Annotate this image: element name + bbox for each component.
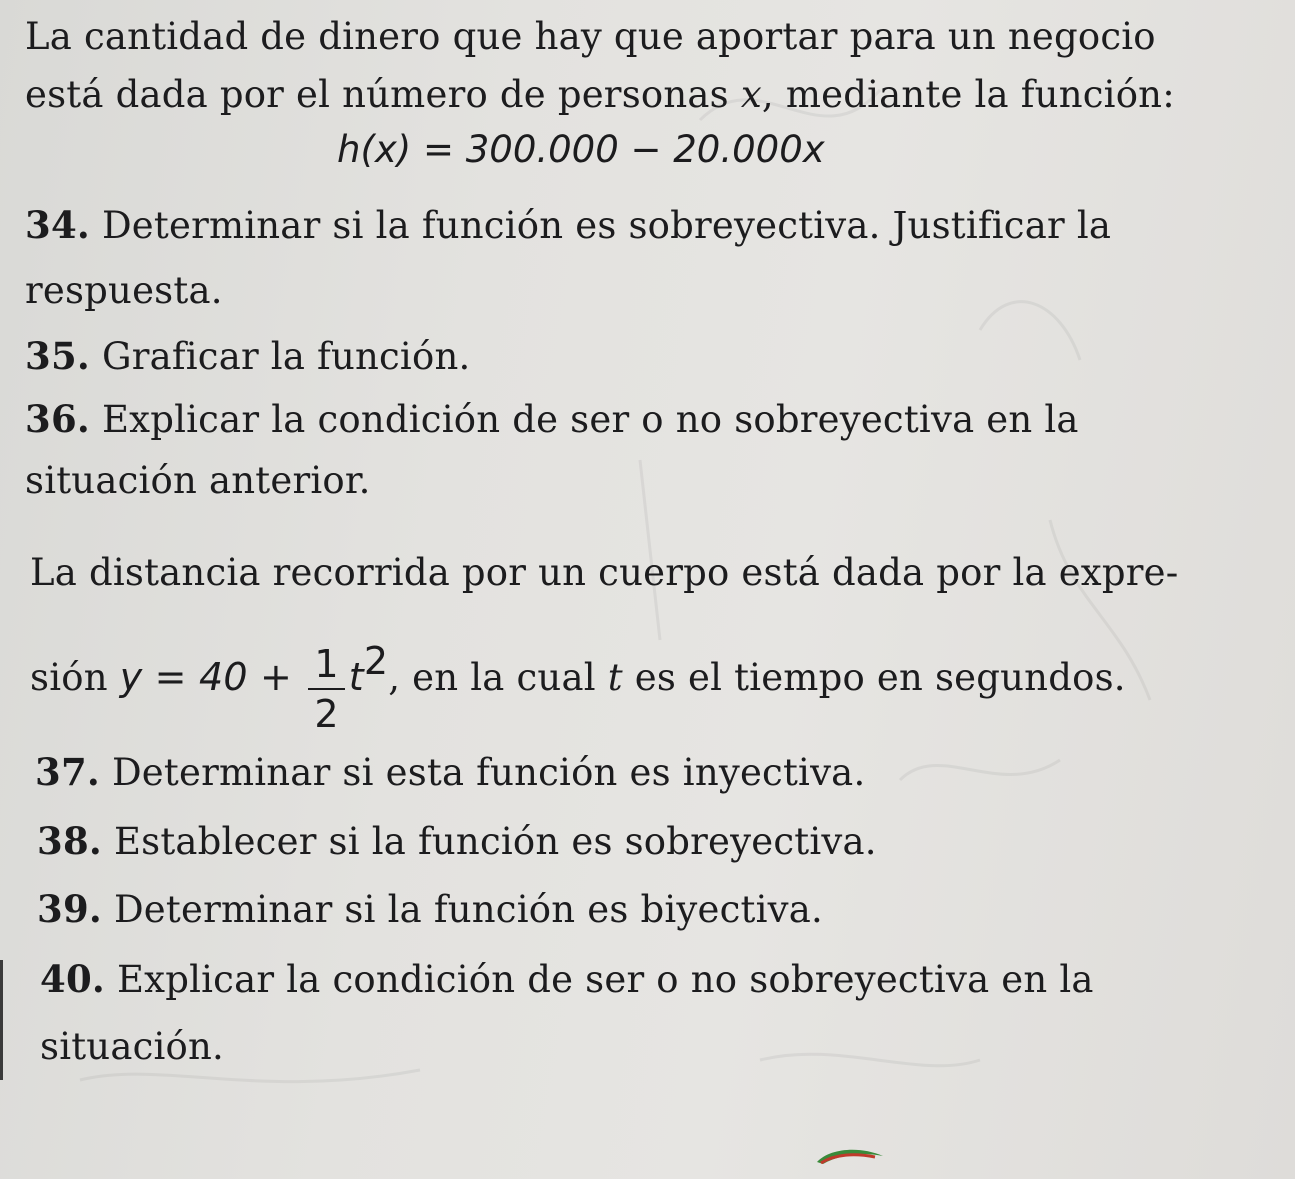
question-34-line1 xyxy=(25,196,1111,255)
intro1-line1: La cantidad de dinero que hay que aportar para un negocio xyxy=(25,15,1156,58)
formula-h: h(x) = 300.000 − 20.000x xyxy=(337,128,825,171)
fraction-denominator: 2 xyxy=(314,691,339,736)
fraction-numerator: 1 xyxy=(308,644,344,690)
intro2-line2 xyxy=(30,632,1126,736)
page-edge-shadow xyxy=(0,960,3,1080)
question-38-text: Establecer si la función es sobreyectiva. xyxy=(101,820,877,863)
formula-exponent: 2 xyxy=(363,639,389,683)
formula-t: t xyxy=(348,655,364,699)
question-39-text: Determinar si la función es biyectiva. xyxy=(101,888,823,931)
question-40-line2: situación. xyxy=(40,1025,225,1068)
question-36-line1 xyxy=(25,390,1079,449)
question-36-number: 36. xyxy=(25,397,90,441)
question-37-text: Determinar si esta función es inyectiva. xyxy=(99,751,866,794)
intro2-line2-c: es el tiempo en segundos. xyxy=(622,656,1126,699)
formula-fraction xyxy=(308,641,344,736)
question-39 xyxy=(37,880,823,939)
formula-y-lhs: y = 40 + xyxy=(119,655,305,699)
intro1-line2-a: está dada por el número de personas xyxy=(25,73,741,116)
intro1-line2 xyxy=(25,66,1175,124)
question-35-text: Graficar la función. xyxy=(89,335,471,378)
question-37-number: 37. xyxy=(35,750,100,794)
question-35 xyxy=(25,327,470,386)
question-40-text: Explicar la condición de ser o no sobreyectiva en la xyxy=(104,958,1094,1001)
intro1-line2-var: x xyxy=(740,73,762,116)
question-38 xyxy=(37,812,877,871)
question-35-number: 35. xyxy=(25,334,90,378)
question-38-number: 38. xyxy=(37,819,102,863)
question-36-text: Explicar la condición de ser o no sobreyectiva en la xyxy=(89,398,1079,441)
intro2-line2-var: t xyxy=(607,656,623,699)
decorative-swoosh-icon xyxy=(815,1146,885,1164)
intro2-line1: La distancia recorrida por un cuerpo está dada por la expre- xyxy=(30,551,1179,594)
intro2-line2-a: sión xyxy=(30,656,120,699)
function-h-formula xyxy=(337,128,825,171)
question-36-line2: situación anterior. xyxy=(25,459,371,502)
question-34-text: Determinar si la función es sobreyectiva. Justificar la xyxy=(89,204,1112,247)
question-37 xyxy=(35,743,865,802)
question-40-line1 xyxy=(40,950,1094,1009)
intro1-line2-b: , mediante la función: xyxy=(761,73,1175,116)
question-39-number: 39. xyxy=(37,887,102,931)
question-34-number: 34. xyxy=(25,203,90,247)
question-40-number: 40. xyxy=(40,957,105,1001)
question-34-line2: respuesta. xyxy=(25,269,223,312)
intro2-line2-b: , en la cual xyxy=(388,656,608,699)
